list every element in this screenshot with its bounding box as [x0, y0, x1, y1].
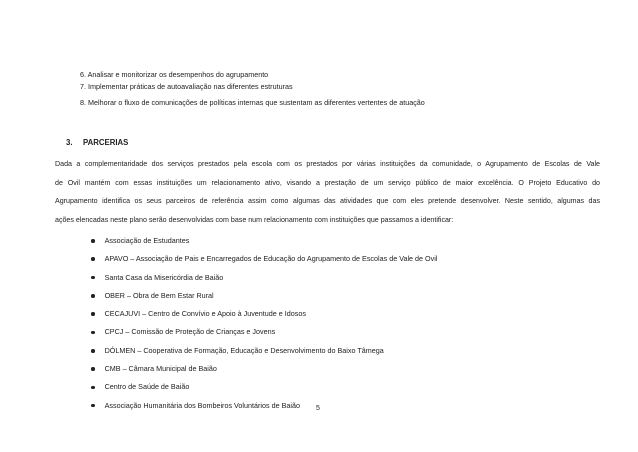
list-item	[91, 236, 437, 254]
partner-name: DÓLMEN – Cooperativa de Formação, Educação e Desenvolvimento do Baixo Tâmega	[104, 345, 384, 355]
bullet-icon	[91, 276, 95, 280]
list-item	[91, 291, 437, 309]
partner-name: CPCJ – Comissão de Proteção de Crianças e Jovens	[104, 327, 276, 337]
partner-name: OBER – Obra de Bem Estar Rural	[104, 290, 214, 300]
partner-name: Centro de Saúde de Baião	[104, 382, 190, 392]
partner-name: Associação de Estudantes	[104, 236, 190, 245]
partners-list	[91, 236, 437, 419]
list-item	[91, 401, 437, 419]
numbered-item-7: 7. Implementar práticas de autoavaliação nas diferentes estruturas	[80, 82, 293, 91]
bullet-icon	[91, 239, 95, 243]
bullet-icon	[91, 331, 95, 335]
paragraph-line: de Ovil mantém com essas instituições um relacionamento ativo, visando a prestação de um serviço público de maior excelência. O Projeto Educativo do	[55, 178, 600, 187]
numbered-item-8: 8. Melhorar o fluxo de comunicações de políticas internas que sustentam as diferentes vertentes de atuação	[80, 98, 425, 107]
numbered-item-6: 6. Analisar e monitorizar os desempenhos do agrupamento	[80, 70, 269, 79]
partner-name: Associação Humanitária dos Bombeiros Voluntários de Baião	[104, 400, 300, 410]
list-item	[91, 309, 437, 327]
list-item	[91, 327, 437, 345]
paragraph-line: Agrupamento identifica os seus parceiros de referência assim como algumas das atividades que com eles pretende desenvolver. Neste sentido, algumas das	[55, 197, 600, 206]
list-item	[91, 364, 437, 382]
bullet-icon	[91, 312, 95, 316]
paragraph-line: Dada a complementaridade dos serviços prestados pela escola com os prestados por várias instituições da comunidade, o Agrupamento de Escolas de Vale	[55, 160, 600, 168]
list-item	[91, 382, 437, 400]
list-item	[91, 346, 437, 364]
partners-paragraph	[55, 155, 600, 229]
list-item	[91, 273, 437, 291]
partner-name: Santa Casa da Misericórdia de Baião	[104, 272, 224, 282]
bullet-icon	[91, 367, 95, 371]
section-number: 3.	[66, 138, 73, 147]
section-heading	[66, 138, 128, 148]
bullet-icon	[91, 294, 95, 298]
section-title: PARCERIAS	[83, 138, 129, 147]
bullet-icon	[91, 404, 95, 408]
list-item	[91, 254, 437, 272]
paragraph-line: ações elencadas neste plano serão desenvolvidas com base num relacionamento com instituições que passamos a identificar:	[55, 215, 454, 224]
partner-name: CECAJUVI – Centro de Convívio e Apoio à Juventude e Idosos	[104, 309, 306, 319]
page-number: 5	[316, 405, 320, 412]
bullet-icon	[91, 257, 95, 261]
partner-name: CMB – Câmara Municipal de Baião	[104, 364, 217, 374]
bullet-icon	[91, 349, 95, 353]
partner-name: APAVO – Associação de Pais e Encarregados de Educação do Agrupamento de Escolas de Vale de Ovil	[104, 254, 438, 264]
bullet-icon	[91, 386, 95, 390]
